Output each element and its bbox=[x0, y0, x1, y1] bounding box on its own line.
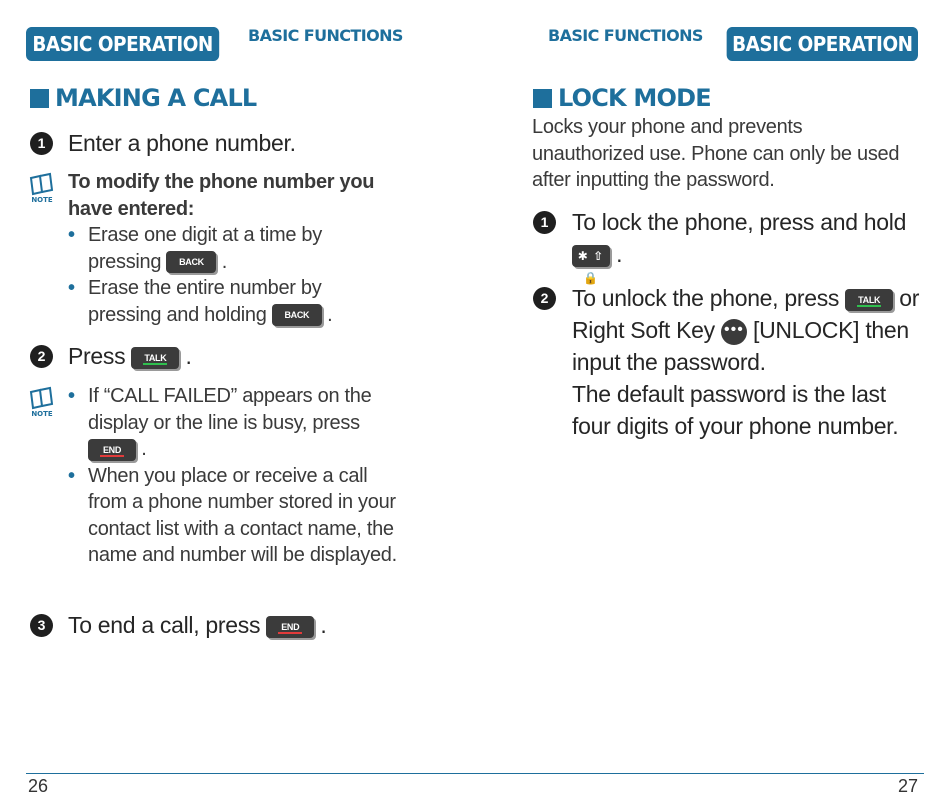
note-1-bullet-1: • Erase one digit at a time by pressing BACK . bbox=[68, 224, 322, 273]
star-lock-key-icon: ✱ ⇧🔒 bbox=[572, 245, 610, 267]
note-1-bullet-1-text: Erase one digit at a time by pressing bbox=[88, 224, 322, 273]
tab-basic-operation-left: BASIC OPERATION bbox=[26, 27, 219, 61]
step-number-1: 1 bbox=[533, 211, 556, 234]
tab-basic-operation-right: BASIC OPERATION bbox=[727, 27, 918, 61]
note-2-bullet-2-text: When you place or receive a call from a phone number stored in your contact list with a contact name, the name and number will be displayed. bbox=[88, 464, 397, 566]
bullet-dot: • bbox=[68, 224, 75, 246]
bullet-dot: • bbox=[68, 385, 75, 407]
step-2: Press TALK . bbox=[68, 343, 192, 369]
footer-divider bbox=[26, 773, 924, 774]
step-number-2: 2 bbox=[533, 287, 556, 310]
section-title-lock-mode bbox=[533, 84, 711, 112]
section-title-text: MAKING A CALL bbox=[55, 84, 257, 112]
talk-key-icon: TALK bbox=[131, 347, 179, 369]
back-key-icon: BACK bbox=[272, 304, 322, 326]
note-book-icon bbox=[28, 172, 56, 204]
lock-step-1: To lock the phone, press and hold ✱ ⇧🔒 . bbox=[572, 209, 907, 285]
note-label: NOTE bbox=[31, 196, 53, 204]
sublabel-basic-functions-right: BASIC FUNCTIONS bbox=[548, 26, 703, 45]
end-key-icon: END bbox=[266, 616, 314, 638]
note-1-bullet-2-text: Erase the entire number by pressing and holding bbox=[88, 277, 322, 326]
step-3: To end a call, press END . bbox=[68, 612, 327, 638]
sublabel-basic-functions-left: BASIC FUNCTIONS bbox=[248, 26, 403, 45]
section-square-icon bbox=[30, 89, 49, 108]
note-1-heading: To modify the phone number you have entered: bbox=[68, 171, 375, 220]
soft-key-icon: ••• bbox=[721, 319, 747, 345]
note-1 bbox=[68, 169, 398, 328]
section-square-icon bbox=[533, 89, 552, 108]
lock-step-1-text: To lock the phone, press and hold bbox=[572, 209, 907, 235]
step-number-1: 1 bbox=[30, 132, 53, 155]
note-2-bullet-1-text: If “CALL FAILED” appears on the display or the line is busy, press bbox=[88, 385, 372, 434]
lock-step-2-text-a: To unlock the phone, press bbox=[572, 285, 840, 311]
section-title-text: LOCK MODE bbox=[558, 84, 711, 112]
lock-step-2-text-d: The default password is the last four digits of your phone number. bbox=[572, 381, 899, 439]
page-number-right: 27 bbox=[897, 776, 918, 796]
back-key-icon: BACK bbox=[166, 251, 216, 273]
note-label: NOTE bbox=[31, 410, 53, 418]
note-2-bullet-1: • If “CALL FAILED” appears on the display or the line is busy, press END . bbox=[68, 385, 372, 460]
step-1-text: Enter a phone number. bbox=[68, 130, 296, 156]
step-3-text: To end a call, press bbox=[68, 612, 261, 638]
note-2 bbox=[68, 383, 398, 569]
bullet-dot: • bbox=[68, 277, 75, 299]
step-number-2: 2 bbox=[30, 345, 53, 368]
end-key-icon: END bbox=[88, 439, 136, 461]
lock-step-2-text-c: [UNLOCK] then input the password. bbox=[572, 317, 909, 375]
lock-step-2-text-b: or Right Soft Key bbox=[572, 285, 920, 343]
lock-step-2 bbox=[572, 282, 922, 442]
note-1-bullet-2: • Erase the entire number by pressing and holding BACK . bbox=[68, 277, 333, 326]
talk-key-icon: TALK bbox=[845, 289, 893, 311]
note-book-icon bbox=[28, 386, 56, 418]
step-2-text: Press bbox=[68, 343, 126, 369]
bullet-dot: • bbox=[68, 464, 75, 487]
page-number-left: 26 bbox=[28, 776, 49, 796]
note-2-bullet-2 bbox=[68, 463, 398, 569]
step-number-3: 3 bbox=[30, 614, 53, 637]
section-title-making-a-call bbox=[30, 84, 256, 112]
lock-mode-description: Locks your phone and prevents unauthorized use. Phone can only be used after inputting the password. bbox=[532, 116, 900, 191]
